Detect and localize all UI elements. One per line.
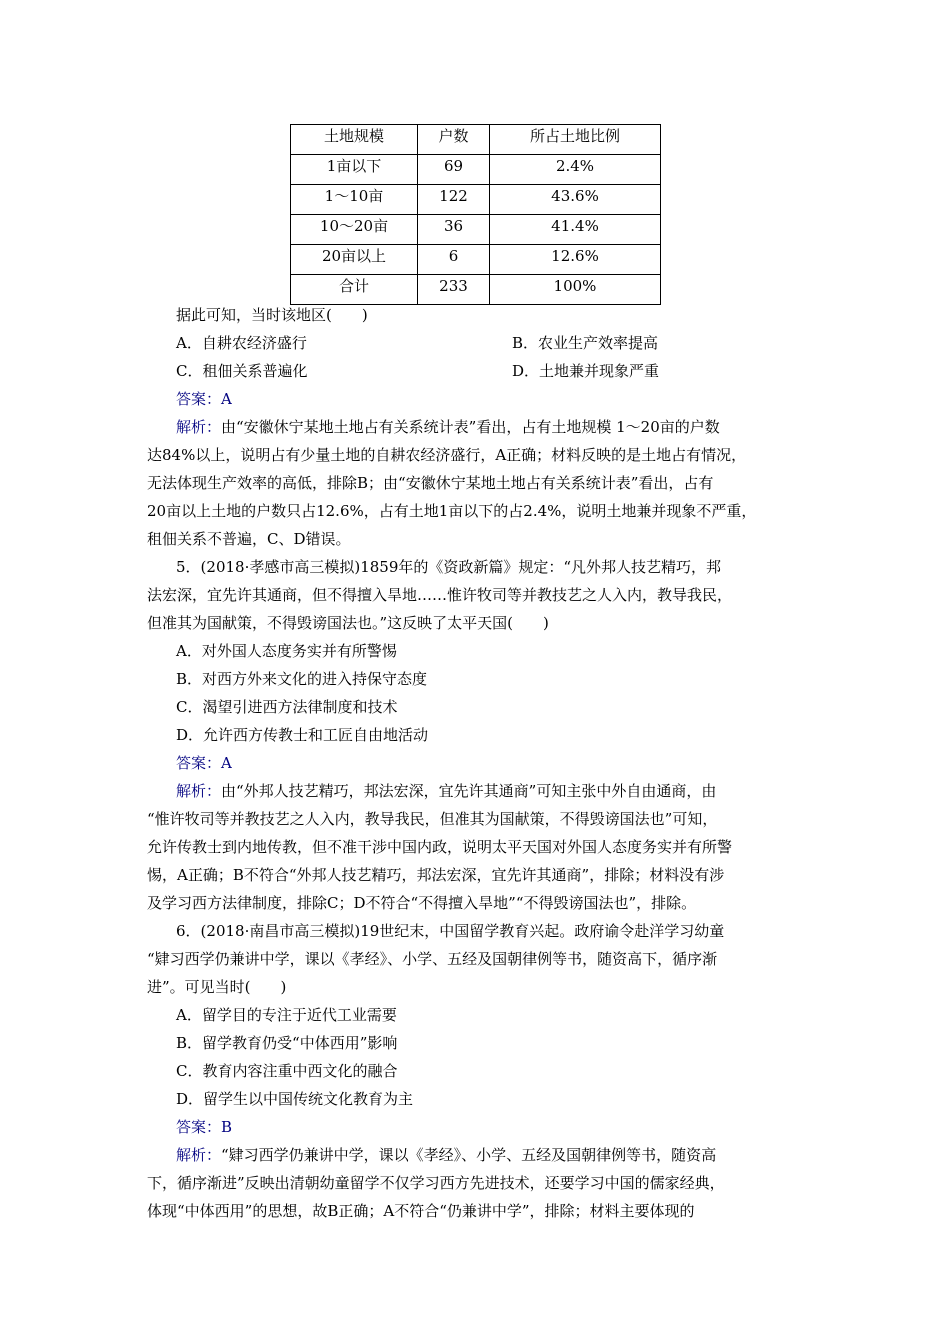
- q4-option-a: A．自耕农经济盛行: [176, 334, 307, 352]
- q5-analysis-line: “惟许牧司等并教技艺之人入内，教导我民，但准其为国献策，不得毁谤国法也”可知，: [147, 810, 718, 828]
- table-cell: 2.4%: [490, 155, 661, 185]
- answer-label: 答案：: [176, 390, 222, 408]
- table-cell: 69: [418, 155, 490, 185]
- q6-option-b: B．留学教育仍受“中体西用”影响: [176, 1034, 398, 1052]
- table-cell: 12.6%: [490, 245, 661, 275]
- q6-stem-line: 6．(2018·南昌市高三模拟)19世纪末，中国留学教育兴起。政府谕令赴洋学习幼童: [176, 922, 725, 940]
- table-cell: 122: [418, 185, 490, 215]
- table-row: [291, 155, 661, 185]
- table-cell: 6: [418, 245, 490, 275]
- q5-option-d: D．允许西方传教士和工匠自由地活动: [176, 726, 429, 744]
- table-cell: 233: [418, 275, 490, 305]
- q5-stem-line: 5．(2018·孝感市高三模拟)1859年的《资政新篇》规定：“凡外邦人技艺精巧，邦: [176, 558, 722, 576]
- q6-option-d: D．留学生以中国传统文化教育为主: [176, 1090, 414, 1108]
- table-cell: 1亩以下: [291, 155, 418, 185]
- table-cell: 100%: [490, 275, 661, 305]
- q4-analysis-line: [176, 417, 720, 437]
- answer-value: A: [221, 390, 232, 408]
- q4-analysis-line: 租佃关系不普遍，C、D错误。: [147, 530, 351, 548]
- q6-option-c: C．教育内容注重中西文化的融合: [176, 1062, 398, 1080]
- table-cell: 合计: [291, 275, 418, 305]
- q6-analysis-line: 体现“中体西用”的思想，故B正确；A不符合“仍兼讲中学”，排除；材料主要体现的: [147, 1202, 695, 1220]
- header-households: 户数: [418, 125, 490, 155]
- header-land-scale: 土地规模: [291, 125, 418, 155]
- q5-analysis-line: [176, 781, 716, 801]
- q5-stem-line: 但准其为国献策，不得毁谤国法也。”这反映了太平天国( ): [147, 614, 549, 632]
- table-cell: 41.4%: [490, 215, 661, 245]
- table-row: [291, 215, 661, 245]
- land-statistics-table: [290, 124, 661, 305]
- table-cell: 10～20亩: [291, 215, 418, 245]
- answer-label: 答案：: [176, 1118, 222, 1136]
- table-cell: 36: [418, 215, 490, 245]
- analysis-label: 解析：: [176, 1146, 222, 1164]
- q6-answer: [176, 1117, 232, 1137]
- q4-option-d: D．土地兼并现象严重: [512, 362, 660, 380]
- answer-label: 答案：: [176, 754, 222, 772]
- q4-stem: 据此可知，当时该地区( ): [176, 306, 368, 324]
- analysis-label: 解析：: [176, 418, 222, 436]
- analysis-label: 解析：: [176, 782, 222, 800]
- analysis-text: 由“外邦人技艺精巧，邦法宏深，宜先许其通商”可知主张中外自由通商，由: [221, 782, 717, 800]
- table-row: [291, 185, 661, 215]
- table-header-row: [291, 125, 661, 155]
- analysis-text: 由“安徽休宁某地土地占有关系统计表”看出，占有土地规模 1～20亩的户数: [221, 418, 720, 436]
- q4-answer: [176, 389, 232, 409]
- q4-analysis-line: 20亩以上土地的户数只占12.6%，占有土地1亩以下的占2.4%，说明土地兼并现象不严重，: [147, 502, 757, 520]
- q5-analysis-line: 及学习西方法律制度，排除C；D不符合“不得擅入旱地”“不得毁谤国法也”，排除。: [147, 894, 697, 912]
- q5-analysis-line: 允许传教士到内地传教，但不准干涉中国内政，说明太平天国对外国人态度务实并有所警: [147, 838, 733, 856]
- table-cell: 20亩以上: [291, 245, 418, 275]
- q6-analysis-line: 下，循序渐进”反映出清朝幼童留学不仅学习西方先进技术，还要学习中国的儒家经典，: [147, 1174, 725, 1192]
- table-cell: 1～10亩: [291, 185, 418, 215]
- q5-stem-line: 法宏深，宜先许其通商，但不得擅入旱地……惟许牧司等并教技艺之人入内，教导我民，: [147, 586, 733, 604]
- q4-analysis-line: 无法体现生产效率的高低，排除B；由“安徽休宁某地土地占有关系统计表”看出，占有: [147, 474, 714, 492]
- q5-option-c: C．渴望引进西方法律制度和技术: [176, 698, 398, 716]
- q5-analysis-line: 惕，A正确；B不符合“外邦人技艺精巧，邦法宏深，宜先许其通商”，排除；材料没有涉: [147, 866, 725, 884]
- q6-analysis-line: [176, 1145, 716, 1165]
- q5-answer: [176, 753, 232, 773]
- q4-option-b: B．农业生产效率提高: [512, 334, 659, 352]
- q4-analysis-line: 达84%以上，说明占有少量土地的自耕农经济盛行，A正确；材料反映的是土地占有情况，: [147, 446, 747, 464]
- answer-value: B: [221, 1118, 233, 1136]
- q6-stem-line: 进”。可见当时( ): [147, 978, 287, 996]
- q6-stem-line: “肄习西学仍兼讲中学，课以《孝经》、小学、五经及国朝律例等书，随资高下，循序渐: [147, 950, 718, 968]
- table-total-row: [291, 275, 661, 305]
- q4-option-c: C．租佃关系普遍化: [176, 362, 308, 380]
- q5-option-b: B．对西方外来文化的进入持保守态度: [176, 670, 428, 688]
- q6-option-a: A．留学目的专注于近代工业需要: [176, 1006, 397, 1024]
- answer-value: A: [221, 754, 232, 772]
- q5-option-a: A．对外国人态度务实并有所警惕: [176, 642, 397, 660]
- table-row: [291, 245, 661, 275]
- table-cell: 43.6%: [490, 185, 661, 215]
- header-land-share: 所占土地比例: [490, 125, 661, 155]
- analysis-text: “肄习西学仍兼讲中学，课以《孝经》、小学、五经及国朝律例等书，随资高: [221, 1146, 717, 1164]
